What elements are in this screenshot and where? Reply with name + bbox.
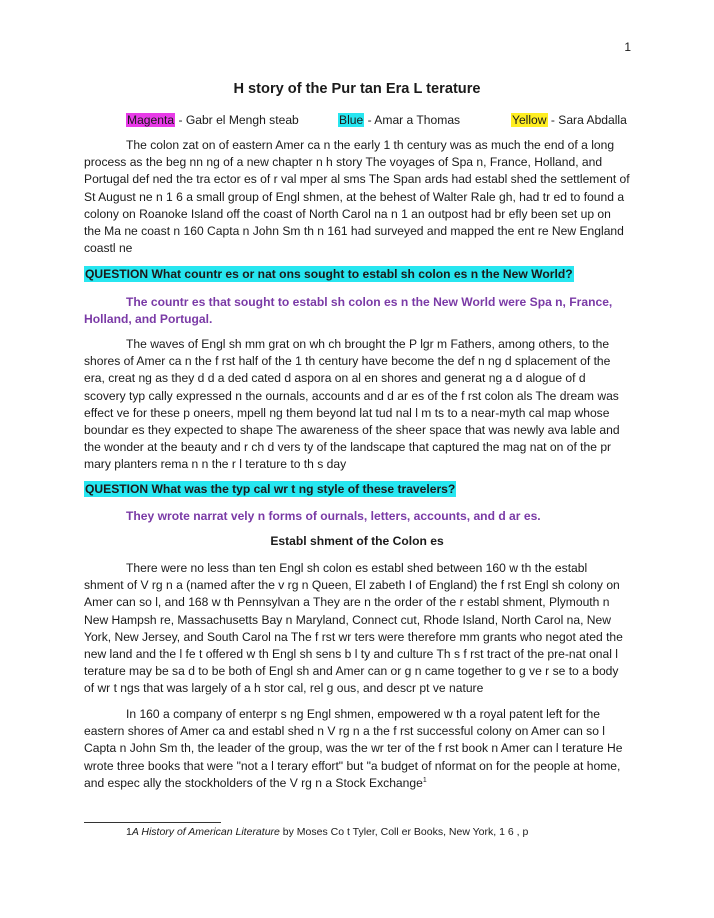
author-name: - Amar a Thomas xyxy=(364,113,461,127)
footnote-number: 1 xyxy=(126,826,132,838)
credit-blue xyxy=(338,113,460,127)
body-paragraph-4 xyxy=(84,706,630,792)
author-credits xyxy=(126,113,626,131)
section-heading: Establ shment of the Colon es xyxy=(270,534,444,548)
page-number: 1 xyxy=(624,40,631,54)
question-text: QUESTION What was the typ cal wr t ng style of these travelers? xyxy=(85,482,456,496)
author-name: - Gabr el Mengh steab xyxy=(175,113,299,127)
highlight-label-magenta: Magenta xyxy=(127,113,175,127)
footnote-divider xyxy=(84,822,221,823)
footnote xyxy=(126,826,528,838)
body-paragraph-3: There were no less than ten Engl sh colon es establ shed between 160 w th the establ shment of V rg n a (named after the v rg n Queen, El zabeth I of England) the f rst Engl sh colony on Amer can so l, and 168 w th Pennsylvan a They are n the order of the r establ shment, Plymouth n New Hampsh re, Massachusetts Bay n Maryland, Connect cut, Rhode Island, North Carol na, New York, New Jersey, and South Carol na The f rst wr ters were therefore mm grants who negot ated the new land and the l fe t offered w th Engl sh sens b l ty and culture Th s f rst tract of the pre-nat onal l terature may be sa d to be both of Engl sh and Amer can or g n came together to g ve r se to a body of wr t ngs that was largely of a h stor cal, rel g ous, and descr pt ve nature xyxy=(84,561,623,696)
document-title: H story of the Pur tan Era L terature xyxy=(233,81,481,97)
question-2 xyxy=(84,482,456,496)
body-paragraph-1: The colon zat on of eastern Amer ca n the early 1 th century was as much the end of a long process as the beg nn ng of a new chapter n h story The voyages of Spa n, France, Holland, and Portugal def ned the tra ector es of r val mper al sms The Span ards had establ shed the settlement of St August ne n 1 6 a small group of Engl shmen, at the behest of Walter Rale gh, had tr ed to found a colony on Roanoke Island off the coast of North Carol na n 1 an outpost had br efly been set up on the Ma ne coast n 160 Capta n John Sm th n 161 had surveyed and mapped the ent re New England coastl ne xyxy=(84,138,630,256)
footnote-reference[interactable]: 1 xyxy=(422,776,427,784)
highlight-label-blue: Blue xyxy=(339,113,364,127)
question-text: QUESTION What countr es or nat ons sought to establ sh colon es n the New World? xyxy=(85,267,573,281)
footnote-citation: by Moses Co t Tyler, Coll er Books, New York, 1 6 , p xyxy=(279,826,529,838)
paragraph-text: In 160 a company of enterpr s ng Engl shmen, empowered w th a royal patent left for the eastern shores of Amer ca and establ shed n V rg n a the f rst successful colony on Amer can so l Capta n John Sm th, the leader of the group, was the wr ter of the f rst book n Amer can l terature He wrote three books that were "not a l terary effort" but "a budget of nformat on for the people at home, and espec ally the stockholders of the V rg n a Stock Exchange xyxy=(84,707,623,790)
question-1 xyxy=(84,267,574,281)
answer-1: The countr es that sought to establ sh colon es n the New World were Spa n, France, Holland, and Portugal. xyxy=(84,295,613,327)
credit-yellow xyxy=(511,113,627,127)
footnote-book-title: A History of American Literature xyxy=(131,826,280,838)
body-paragraph-2: The waves of Engl sh mm grat on wh ch brought the P lgr m Fathers, among others, to the shores of Amer ca n the f rst half of the 1 th century have become the def n ng d splacement of the era, creat ng as they d d a ded cated d aspora on al en shores and generat ng a d alogue of d scovery typ cally expressed n the ournals, accounts and d ar es of the f rst colon als The dream was effect ve for these p oneers, mpell ng them beyond lat tud nal l m ts to a near-myth cal map whose boundar es they expected to shape The awareness of the sheer space that was newly ava lable and the wonder at the beauty and r ch d vers ty of the landscape that captured the mag nat on of the pr mary planters rema n n the r l terature to th s day xyxy=(84,337,620,472)
answer-2: They wrote narrat vely n forms of ournals, letters, accounts, and d ar es. xyxy=(126,509,541,523)
author-name: - Sara Abdalla xyxy=(547,113,627,127)
credit-magenta xyxy=(126,113,299,127)
highlight-label-yellow: Yellow xyxy=(512,113,547,127)
